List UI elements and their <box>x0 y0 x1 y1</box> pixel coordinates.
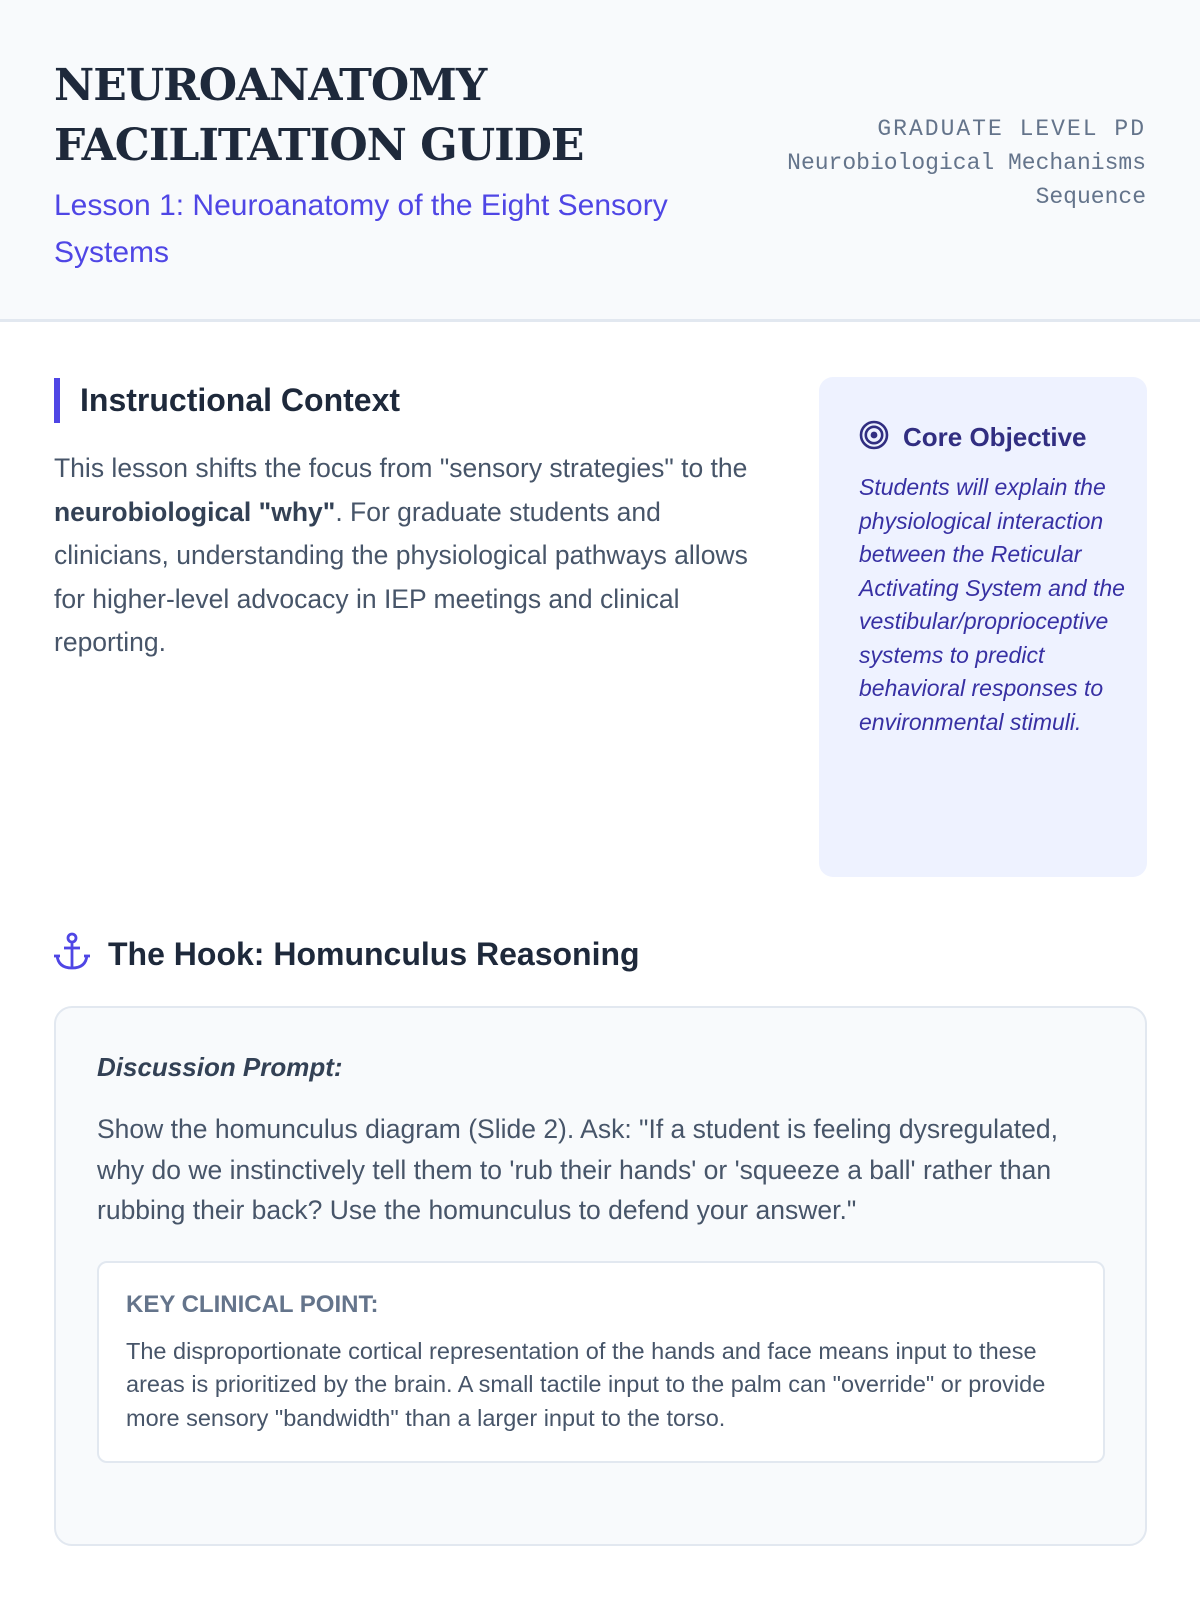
context-text-end: . For graduate students and clinicians, understanding the physiological pathways allows for higher-level advocacy in IEP meetings and clinical reporting. <box>54 496 748 657</box>
discussion-prompt-label: Discussion Prompt: <box>97 1052 343 1082</box>
instructional-context-title: Instructional Context <box>80 382 401 418</box>
context-text-start: This lesson shifts the focus from "sensory strategies" to the <box>54 453 748 483</box>
core-objective-title: Core Objective <box>903 421 1087 452</box>
lesson-subtitle: Lesson 1: Neuroanatomy of the Eight Sensory Systems <box>54 189 668 269</box>
key-clinical-point-text: The disproportionate cortical representation of the hands and face means input to these areas is prioritized by the brain. A small tactile input to the palm can "override" or provide more sensory "bandwidth" than a larger input to the torso. <box>126 1337 1046 1431</box>
page-title: NEUROANATOMY FACILITATION GUIDE <box>54 60 584 171</box>
context-text-emphasis: neurobiological "why" <box>54 496 336 527</box>
core-objective-card <box>819 377 1147 877</box>
key-clinical-point-label: KEY CLINICAL POINT: <box>126 1290 379 1318</box>
instructional-context-text <box>54 447 774 665</box>
core-objective-text: Students will explain the physiological interaction between the Reticular Activating System and the vestibular/proprioceptive systems to predict behavioral responses to environmental stimuli. <box>859 474 1125 735</box>
course-level: GRADUATE LEVEL PD <box>877 116 1146 142</box>
target-icon <box>859 420 903 455</box>
hook-title: The Hook: Homunculus Reasoning <box>108 935 640 972</box>
hook-heading <box>54 928 1147 980</box>
course-sequence-line-1: Neurobiological Mechanisms <box>787 150 1146 176</box>
discussion-card <box>54 1006 1147 1546</box>
hook-section <box>54 928 1147 1546</box>
heading-accent-bar <box>54 378 60 423</box>
core-objective-heading <box>859 417 1137 457</box>
anchor-icon <box>54 932 108 977</box>
instructional-context-heading <box>54 378 774 423</box>
course-sequence-line-2: Sequence <box>1035 184 1146 210</box>
page-header <box>0 0 1200 322</box>
instructional-context-section <box>54 378 774 665</box>
discussion-prompt-text: Show the homunculus diagram (Slide 2). Ask: "If a student is feeling dysregulated, why do we instinctively tell them to 'rub their hands' or 'squeeze a ball' rather than rubbing their back? Use the homunculus to defend your answer." <box>97 1114 1058 1225</box>
key-clinical-point-box <box>97 1261 1105 1463</box>
course-meta <box>787 112 1146 214</box>
